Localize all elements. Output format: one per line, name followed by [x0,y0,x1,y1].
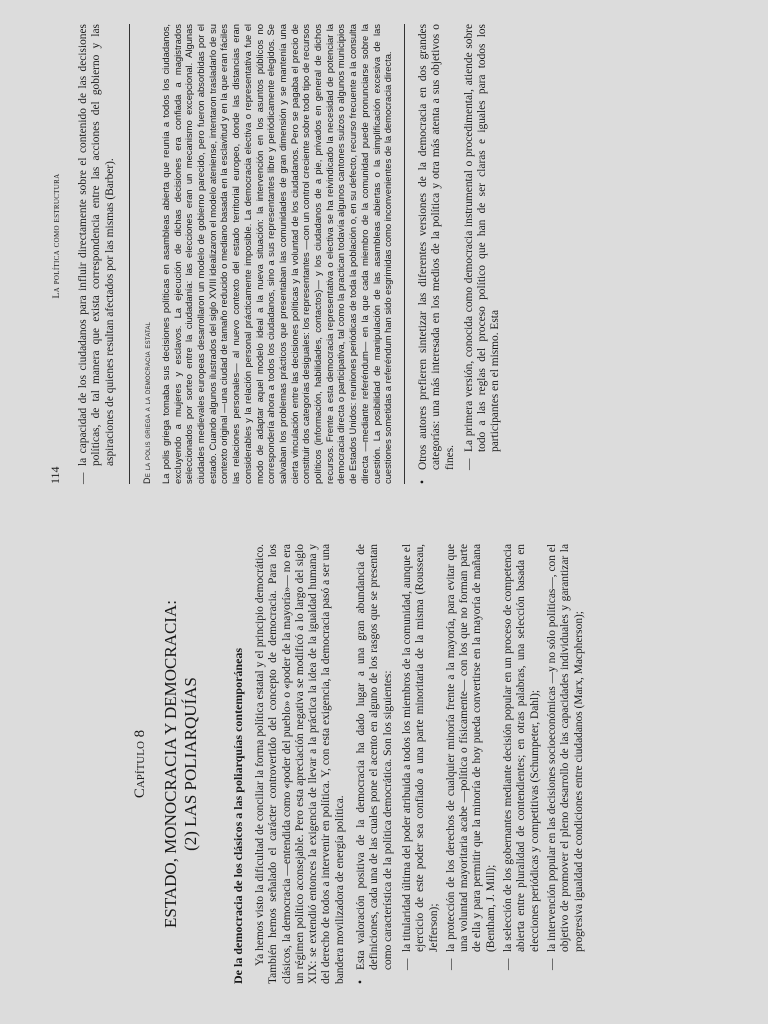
list-item: — la intervención popular en las decisiones socioeconómicas —y no sólo políticas—, con el objetivo de promover el pleno desarrollo de las capacidades individuales y garantizar la progresiva igualdad de condiciones entre ciudadanos (Marx, Macpherson); [545,544,585,970]
box-heading: De la polis griega a la democracia estatal [141,321,152,484]
versions-list [463,24,503,470]
list-item-text: La primera versión, conocida como democracia instrumental o procedimental, atiende sobre todo a las reglas del proceso político que han de ser claras e iguales para todos los participantes en el mismo. Esta [462,24,502,452]
intro-paragraph: Ya hemos visto la dificultad de conciliar la forma política estatal y el principio democrático. También hemos señalado el carácter controvertido del concepto de democracia. Para los clásicos, la democracia —entendida como «poder del pueblo» o «poder de la mayoría»— no era un régimen político aconsejable. Pero esta apreciación negativa se modificó a lo largo del siglo XIX: se extendió entonces la exigencia de llevar a la práctica la idea de la igualdad humana y del derecho de todos a intervenir en política. Y, con esta exigencia, la democracia pasó a ser una bandera movilizadora de energía política. [254,544,346,984]
list-item-text: la intervención popular en las decisiones socioeconómicas —y no sólo políticas—, con el objetivo de promover el pleno desarrollo de las capacidades individuales y garantizar la progresiva igualdad de condiciones entre ciudadanos (Marx, Macpherson); [545,544,585,952]
bullet-mark: • [355,980,368,984]
bullet-text: Otros autores prefieren sintetizar las diferentes versiones de la democracia en dos grandes categorías: una más interesada en los medios de la política y otra más atenta a sus objetivos o fines. [416,24,456,470]
bullet-text: Esta valoración positiva de la democracia ha dado lugar a una gran abundancia de definiciones, cada una de las cuales pone el acento en alguno de los rasgos que se presentan como característica de la política democrática. Son los siguientes: [355,544,394,970]
bullet-item [417,24,457,484]
right-page [20,24,748,484]
list-item: — la protección de los derechos de cualquier minoría frente a la mayoría, para evitar que una voluntad mayoritaria acabe —política o físicamente— con los que no forman parte de ella y para permitir que la minoría de hoy pueda convertirse en la mayoría de mañana (Bentham, J. Mill); [444,544,497,970]
chapter-label: Capítulo 8 [132,729,148,799]
list-item-text: la selección de los gobernantes mediante decisión popular en un proceso de competencia abierta entre pluralidad de contendientes; en otras palabras, una selección basada en elecciones periódicas y competitivas (Schumpeter, Dahl); [502,544,541,952]
box-divider-top [129,24,130,484]
chapter-title-line-2: (2) LAS POLIARQUÍAS [181,677,200,851]
list-item: — la selección de los gobernantes mediante decisión popular en un proceso de competencia abierta entre pluralidad de contendientes; en otras palabras, una selección basada en elecciones periódicas y competitivas (Schumpeter, Dahl); [502,544,541,970]
definitions-list [401,544,586,970]
page-header [20,24,63,484]
section-heading: De la democracia de los clásicos a las poliarquías contemporáneas [231,647,245,984]
list-item: — La primera versión, conocida como democracia instrumental o procedimental, atiende sobre todo a las reglas del proceso político que han de ser claras e iguales para todos los participantes en el mismo. Esta [462,24,502,470]
running-head: La política como estructura [52,173,62,299]
chapter-title-line-1: ESTADO, MONOCRACIA Y DEMOCRACIA: [161,600,180,928]
chapter-title [161,544,201,984]
list-item-text: la capacidad de los ciudadanos para influir directamente sobre el contenido de las decisiones políticas, de tal manera que exista correspondencia entre las acciones del gobierno y las aspiraciones de quienes resultan afectados por las mismas (Barber). [77,24,116,466]
list-item: — la capacidad de los ciudadanos para influir directamente sobre el contenido de las decisiones políticas, de tal manera que exista correspondencia entre las acciones del gobierno y las aspiraciones de quienes resultan afectados por las mismas (Barber). [77,24,116,484]
bullet-item [355,544,395,984]
bullet-mark: • [416,480,429,484]
list-item-text: la titularidad última del poder atribuida a todos los miembros de la comunidad, aunque el ejercicio de este poder sea confiado a una parte minoritaria de la misma (Rousseau, Jefferson); [400,544,440,952]
box-body: La polis griega tomaba sus decisiones políticas en asambleas abierta que reunía a todos los ciudadanos, excluyendo a mujeres y esclavos. La ejecución de dichas decisiones era confiada a magistrados seleccionados por sorteo entre la ciudadanía: las elecciones eran un mecanismo excepcional. Algunas ciudades medievales europeas desarrollaron un modelo de gobierno parecido, pero fueron absorbidas por el estado. Cuando algunos ilustrados del siglo XVIII idealizaron el modelo ateniense, intentaron trasladarlo de su contexto original —una ciudad de tamaño reducido o mediano basada en la esclavitud y en la que eran fáciles las relaciones personales— al nuevo contexto del estado territorial europeo, donde las distancias eran considerables y la relación personal prácticamente imposible. La democracia electiva o representativa fue el modo de adaptar aquel modelo ideal a la nueva situación: la intervención en los asuntos públicos no correspondería ahora a todos los ciudadanos, sino a sus representantes libre y periódicamente elegidos. Se salvaban los problemas prácticos que presentaban las comunidades de gran dimensión y se mantenía una cierta vinculación entre las decisiones políticas y la voluntad de los ciudadanos. Pero se pagaba el precio de constituir dos categorías desiguales: los representantes —con un control creciente sobre todo tipo de recursos políticos (información, habilidades, contactos)— y los ciudadanos de a pie, privados en general de dichos recursos. Frente a esta democracia representativa o electiva se ha reivindicado la necesidad de potenciar la democracia directa o participativa, tal como la practican todavía algunos cantones suizos o algunos municipios de Estados Unidos: reuniones periódicas de toda la población o, en su defecto, recurso frecuente a la consulta directa —mediante referéndum— en la que cada miembro de la comunidad puede pronunciarse sobre la cuestión. La posibilidad de manipulación de las asambleas abiertas o la simplificación excesiva de las cuestiones sometidas a referéndum han sido esgrimidas como inconvenientes de la democracia directa. [159,24,394,484]
list-item: — la titularidad última del poder atribuida a todos los miembros de la comunidad, aunque el ejercicio de este poder sea confiado a una parte minoritaria de la misma (Rousseau, Jefferson); [400,544,440,970]
left-page [20,544,748,984]
box-divider-bottom [404,24,405,484]
list-item-text: la protección de los derechos de cualquier minoría frente a la mayoría, para evitar que una voluntad mayoritaria acabe —política o físicamente— con los que no forman parte de ella y para permitir que la minoría de hoy pueda convertirse en la mayoría de mañana (Bentham, J. Mill); [444,544,497,952]
page-number: 114 [48,466,62,484]
